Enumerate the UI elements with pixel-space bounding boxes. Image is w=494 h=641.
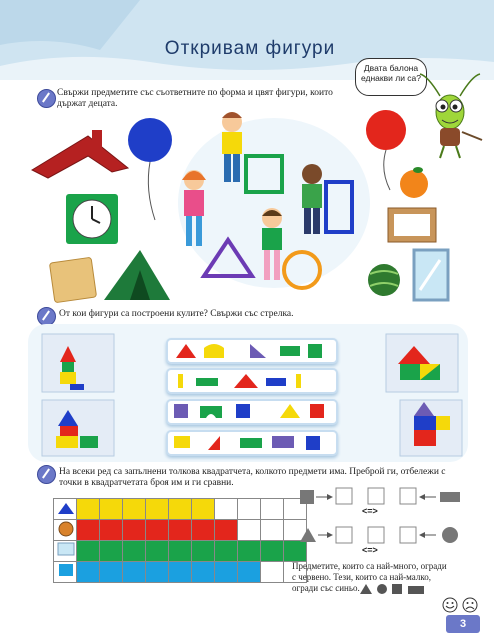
grid-cell[interactable] [192,541,215,562]
task1-instruction: Свържи предметите със съответните по форма и цвят фигури, които държат децата. [57,88,333,109]
grid-cell[interactable] [77,562,100,583]
grid-cell[interactable] [100,499,123,520]
grid-row [54,562,307,583]
mirror-row-icon [58,543,74,555]
grid-cell[interactable] [261,499,284,520]
grid-cell[interactable] [77,520,100,541]
gray-square-icon [300,490,314,504]
grid-cell[interactable] [100,520,123,541]
grid-row [54,520,307,541]
grid-cell[interactable] [261,541,284,562]
grid-cell[interactable] [169,562,192,583]
grid-cell[interactable] [238,520,261,541]
grid-cell[interactable] [146,562,169,583]
grid-cell[interactable] [192,562,215,583]
grid-cell[interactable] [123,499,146,520]
grid-row-icons [54,498,78,586]
comparison-symbol-2: <=> [362,545,378,555]
grid-cell[interactable] [261,520,284,541]
grid-cell[interactable] [238,562,261,583]
grid-row [54,499,307,520]
grid-cell[interactable] [77,541,100,562]
grid-cell[interactable] [146,499,169,520]
basketball-icon [59,522,73,536]
comparison-symbol-1: <=> [362,506,378,516]
gray-circle-icon [442,527,458,543]
speech-bubble: Двата балона еднакви ли са? [355,58,427,96]
page-title: Откривам фигури [164,38,336,59]
gray-triangle-icon [300,528,316,542]
grid-cell[interactable] [146,541,169,562]
grid-cell[interactable] [123,562,146,583]
grid-cell[interactable] [123,520,146,541]
counting-grid [53,498,307,583]
page-number: 3 [446,615,480,633]
gray-rectangle-icon [440,492,460,502]
grid-cell[interactable] [123,541,146,562]
comparison-panel [296,484,466,564]
task3-note: Предметите, които са най-много, огради с червено. Тези, които са най-малко, огради със синьо. [292,561,447,593]
happy-face-icon [443,598,457,612]
smiley-faces [441,596,483,614]
grid-cell[interactable] [261,562,284,583]
grid-cell[interactable] [238,541,261,562]
grid-cell[interactable] [146,520,169,541]
tent-row-icon [58,503,74,514]
grid-cell[interactable] [215,562,238,583]
blue-square-row-icon [59,564,73,576]
grid-cell[interactable] [215,541,238,562]
sad-face-icon [463,598,477,612]
grid-cell[interactable] [192,499,215,520]
grid-cell[interactable] [192,520,215,541]
grid-cell[interactable] [100,541,123,562]
grid-cell[interactable] [215,520,238,541]
task3-pencil-icon [37,465,56,484]
grid-cell[interactable] [77,499,100,520]
grid-row [54,541,307,562]
grid-cell[interactable] [169,520,192,541]
grid-cell[interactable] [238,499,261,520]
grid-cell[interactable] [169,541,192,562]
task3-instruction: На всеки ред са запълнени толкова квадратчета, колкото предмети има. Преброй ги, отбележи с точки в квадратчетата броя им и ги сравни. [59,467,446,488]
task2-instruction: От кои фигури са построени кулите? Свържи със стрелка. [59,309,294,319]
grid-cell[interactable] [169,499,192,520]
grid-cell[interactable] [100,562,123,583]
grid-cell[interactable] [215,499,238,520]
shape-legend [358,582,438,596]
